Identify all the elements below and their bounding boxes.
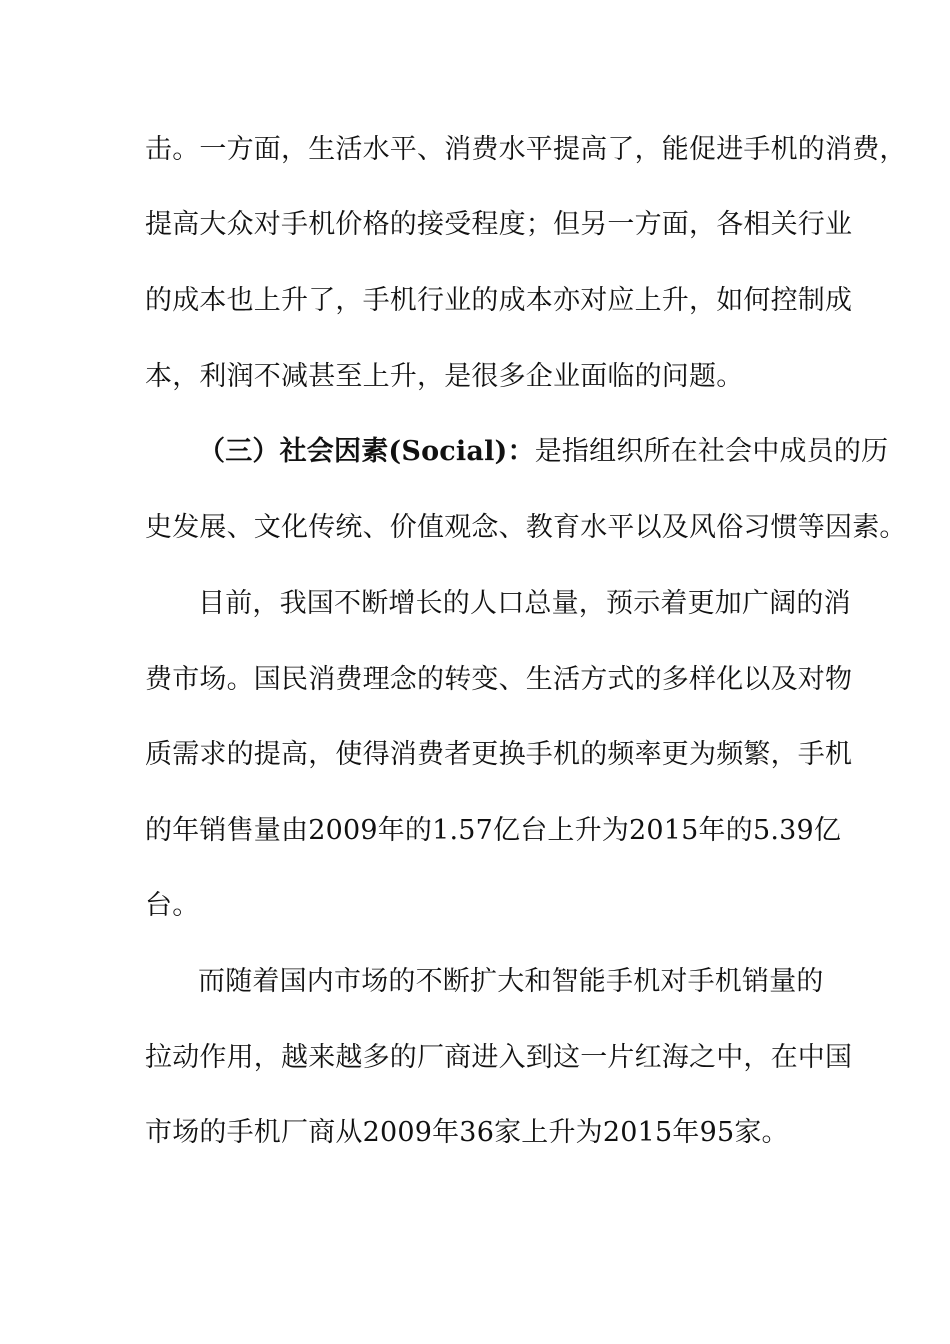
paragraph-line: 费市场。国民消费理念的转变、生活方式的多样化以及对物 bbox=[145, 664, 853, 695]
paragraph-line: 质需求的提高，使得消费者更换手机的频率更为频繁，手机 bbox=[145, 739, 853, 770]
section-heading: （三）社会因素(Social)： bbox=[198, 436, 535, 467]
section-heading-text: 是指组织所在社会中成员的历 bbox=[534, 436, 889, 467]
paragraph-line: 台。 bbox=[145, 890, 200, 921]
paragraph-line: 目前，我国不断增长的人口总量，预示着更加广阔的消 bbox=[198, 588, 851, 619]
paragraph-line: 而随着国内市场的不断扩大和智能手机对手机销量的 bbox=[198, 966, 824, 997]
paragraph-line: 史发展、文化传统、价值观念、教育水平以及风俗习惯等因素。 bbox=[145, 512, 907, 543]
paragraph-line: 的年销售量由2009年的1.57亿台上升为2015年的5.39亿 bbox=[145, 815, 842, 846]
paragraph-line: 提高大众对手机价格的接受程度；但另一方面，各相关行业 bbox=[145, 209, 853, 240]
paragraph-line: 击。一方面，生活水平、消费水平提高了，能促进手机的消费， bbox=[145, 134, 907, 165]
paragraph-line: 市场的手机厂商从2009年36家上升为2015年95家。 bbox=[145, 1117, 789, 1148]
section-heading-line bbox=[198, 432, 889, 472]
paragraph-line: 拉动作用，越来越多的厂商进入到这一片红海之中，在中国 bbox=[145, 1042, 853, 1073]
paragraph-line: 本，利润不减甚至上升，是很多企业面临的问题。 bbox=[145, 361, 744, 392]
paragraph-line: 的成本也上升了，手机行业的成本亦对应上升，如何控制成 bbox=[145, 285, 853, 316]
